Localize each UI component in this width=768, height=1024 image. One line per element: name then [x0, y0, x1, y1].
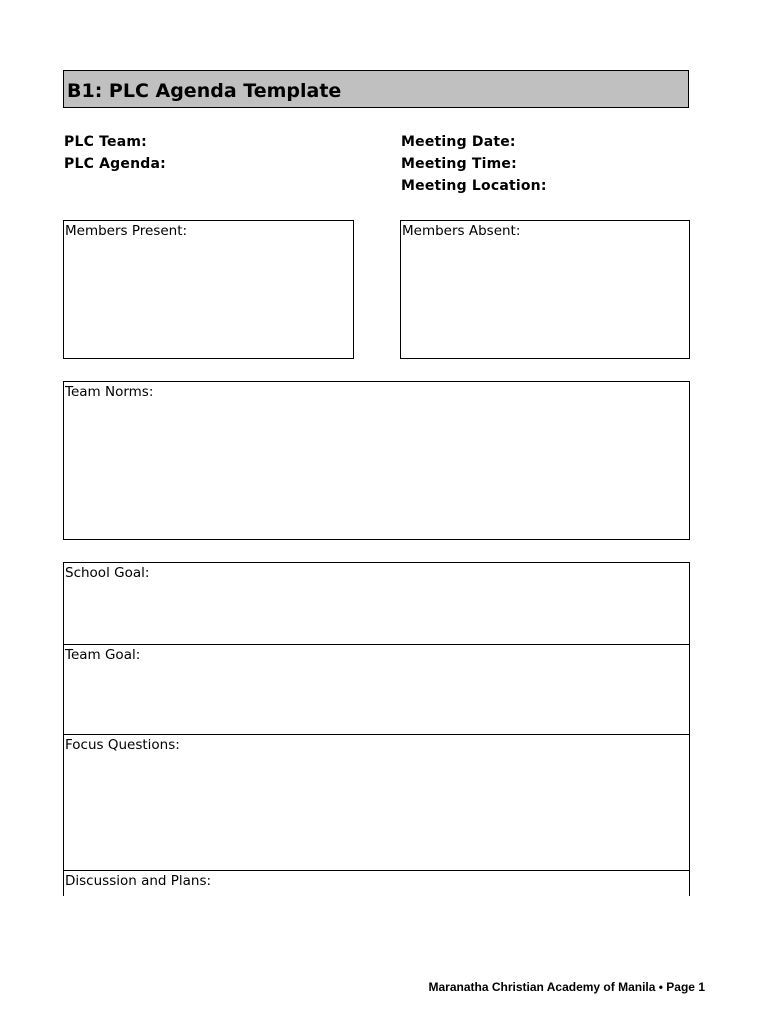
- team-goal-box[interactable]: [64, 644, 689, 735]
- members-present-box[interactable]: [63, 220, 354, 359]
- team-norms-label: Team Norms:: [65, 384, 154, 400]
- meeting-location-label: Meeting Location:: [401, 178, 547, 194]
- focus-questions-label: Focus Questions:: [65, 737, 180, 753]
- goals-section: [63, 562, 690, 896]
- focus-questions-box[interactable]: [64, 734, 689, 871]
- plc-team-label: PLC Team:: [64, 134, 147, 150]
- meeting-time-label: Meeting Time:: [401, 156, 517, 172]
- school-goal-label: School Goal:: [65, 565, 150, 581]
- discussion-and-plans-box[interactable]: [64, 870, 689, 897]
- school-goal-box[interactable]: [64, 563, 689, 645]
- members-absent-label: Members Absent:: [402, 223, 521, 239]
- title-bar: [63, 70, 689, 108]
- discussion-and-plans-label: Discussion and Plans:: [65, 873, 212, 889]
- team-norms-box[interactable]: [63, 381, 690, 540]
- team-goal-label: Team Goal:: [65, 647, 141, 663]
- plc-agenda-label: PLC Agenda:: [64, 156, 166, 172]
- page-title: B1: PLC Agenda Template: [67, 80, 342, 102]
- page-footer: Maranatha Christian Academy of Manila • Page 1: [428, 980, 705, 994]
- members-absent-box[interactable]: [400, 220, 690, 359]
- meeting-date-label: Meeting Date:: [401, 134, 516, 150]
- members-present-label: Members Present:: [65, 223, 188, 239]
